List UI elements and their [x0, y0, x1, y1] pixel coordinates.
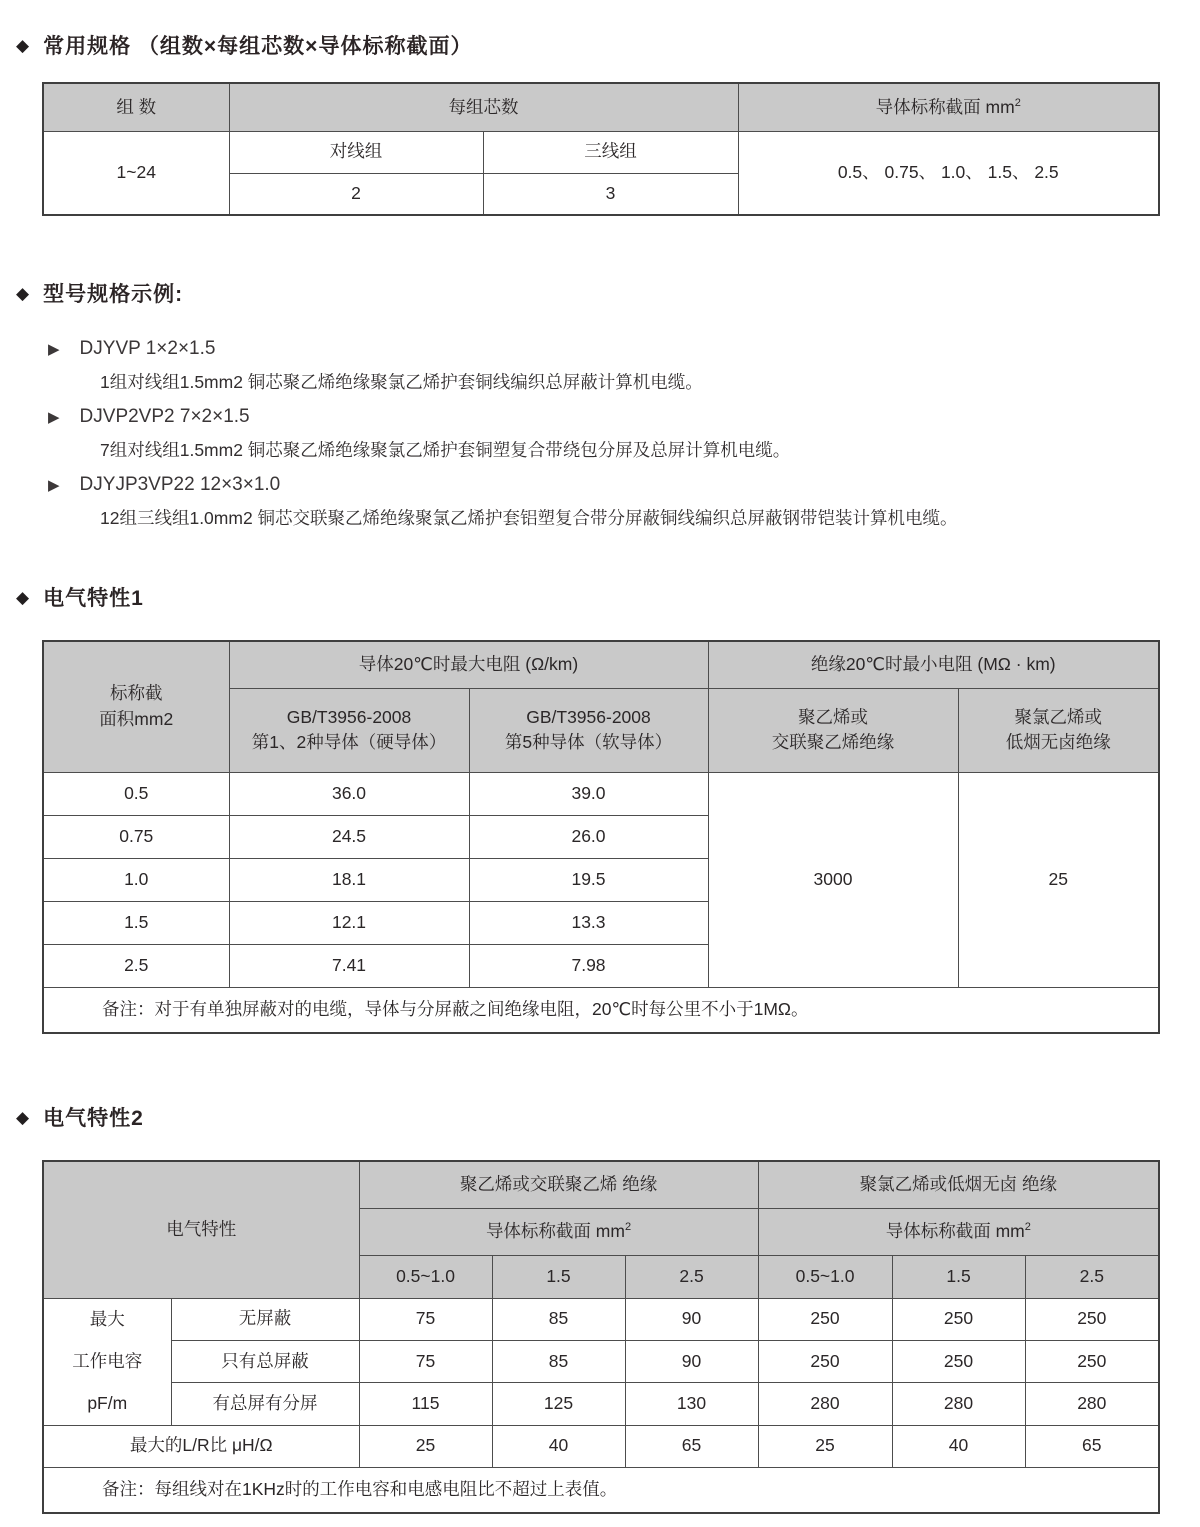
cell-value: 250: [758, 1298, 892, 1340]
header-size: 1.5: [892, 1255, 1025, 1298]
header-gb-hard-conductor: GB/T3956-2008 第1、2种导体（硬导体）: [229, 688, 469, 772]
cell-pair-label: 对线组: [229, 131, 483, 173]
arrow-icon: ▶: [48, 476, 60, 494]
cell-pair-count: 2: [229, 173, 483, 215]
electrical-1-table: [42, 640, 1160, 1034]
model-code: DJYVP 1×2×1.5: [79, 338, 216, 359]
diamond-icon: ◆: [16, 1107, 31, 1127]
list-item: [0, 338, 1200, 394]
header-pvc-insulation: 聚氯乙烯或 低烟无卤绝缘: [958, 688, 1159, 772]
section-title-common-specs: [16, 30, 1200, 60]
cell-value: 250: [1025, 1298, 1159, 1340]
cell-value: 65: [625, 1425, 758, 1467]
electrical-2-table: [42, 1160, 1160, 1514]
cell-value: 250: [892, 1340, 1025, 1382]
header-size: 0.5~1.0: [758, 1255, 892, 1298]
cell-value: 65: [1025, 1425, 1159, 1467]
cell-group-range: 1~24: [43, 131, 229, 215]
diamond-icon: ◆: [16, 35, 31, 55]
header-size: 2.5: [625, 1255, 758, 1298]
header-cores-per-group: 每组芯数: [229, 83, 738, 131]
header-size: 1.5: [492, 1255, 625, 1298]
header-size: 2.5: [1025, 1255, 1159, 1298]
cell-value: 130: [625, 1383, 758, 1425]
arrow-icon: ▶: [48, 408, 60, 426]
table-row: [43, 1340, 1159, 1382]
cell-value: 85: [492, 1298, 625, 1340]
cell-value: 280: [892, 1383, 1025, 1425]
section-title-electrical-2: [16, 1102, 1200, 1132]
cell-value: 280: [1025, 1383, 1159, 1425]
cell-value: 280: [758, 1383, 892, 1425]
model-description: 7组对线组1.5mm2 铜芯聚乙烯绝缘聚氯乙烯护套铜塑复合带绕包分屏及总屏计算机电缆。: [100, 440, 791, 460]
cell-hard-resistance: 24.5: [229, 815, 469, 858]
section-title-model-examples: [16, 278, 1200, 308]
cell-lr-ratio-label: 最大的L/R比 μH/Ω: [43, 1425, 359, 1467]
section-title-text: 电气特性1: [43, 587, 144, 610]
cell-value: 250: [1025, 1340, 1159, 1382]
cell-value: 125: [492, 1383, 625, 1425]
cell-hard-resistance: 36.0: [229, 772, 469, 815]
header-pe-insulation: 聚乙烯或 交联聚乙烯绝缘: [708, 688, 958, 772]
header-nominal-section: 导体标称截面 $mm^2$: [738, 83, 1159, 131]
table-row: [43, 1298, 1159, 1340]
header-size: 0.5~1.0: [359, 1255, 492, 1298]
cell-value: 25: [359, 1425, 492, 1467]
cell-value: 40: [492, 1425, 625, 1467]
cell-capacitance-group-label: 最大 工作电容 pF/m: [43, 1298, 171, 1425]
cell-soft-resistance: 26.0: [469, 815, 708, 858]
diamond-icon: ◆: [16, 283, 31, 303]
header-pvc-insulation-group: 聚氯乙烯或低烟无卤 绝缘: [758, 1161, 1159, 1208]
cell-triple-count: 3: [483, 173, 738, 215]
cell-value: 90: [625, 1340, 758, 1382]
header-nominal-area: 标称截 面积mm2: [43, 641, 229, 772]
table-row: [43, 772, 1159, 815]
model-description: 12组三线组1.0mm2 铜芯交联聚乙烯绝缘聚氯乙烯护套铝塑复合带分屏蔽铜线编织总屏蔽钢带铠装计算机电缆。: [100, 508, 958, 528]
cell-hard-resistance: 12.1: [229, 901, 469, 944]
header-nominal-section-pe: 导体标称截面 $mm^2$: [359, 1208, 758, 1255]
header-pe-insulation-group: 聚乙烯或交联聚乙烯 绝缘: [359, 1161, 758, 1208]
cell-area: 1.5: [43, 901, 229, 944]
cell-area: 2.5: [43, 944, 229, 987]
section-title-text: 常用规格 （组数×每组芯数×导体标称截面）: [43, 35, 473, 58]
cell-shield-type: 无屏蔽: [171, 1298, 359, 1340]
diamond-icon: ◆: [16, 587, 31, 607]
header-gb-soft-conductor: GB/T3956-2008 第5种导体（软导体）: [469, 688, 708, 772]
model-code: DJVP2VP2 7×2×1.5: [79, 406, 250, 427]
header-electrical-property: 电气特性: [43, 1161, 359, 1298]
cell-hard-resistance: 18.1: [229, 858, 469, 901]
header-nominal-section-pvc: 导体标称截面 $mm^2$: [758, 1208, 1159, 1255]
cell-soft-resistance: 39.0: [469, 772, 708, 815]
model-description: 1组对线组1.5mm2 铜芯聚乙烯绝缘聚氯乙烯护套铜线编织总屏蔽计算机电缆。: [100, 372, 703, 392]
cell-soft-resistance: 7.98: [469, 944, 708, 987]
cell-value: 115: [359, 1383, 492, 1425]
header-group-count: 组 数: [43, 83, 229, 131]
table-row: [43, 1383, 1159, 1425]
table-row: [43, 1425, 1159, 1467]
list-item: [0, 406, 1200, 462]
cell-pe-min-resistance: 3000: [708, 772, 958, 987]
list-item: [0, 474, 1200, 530]
model-code: DJYJP3VP22 12×3×1.0: [79, 474, 281, 495]
section-title-electrical-1: [16, 582, 1200, 612]
common-specs-table: [42, 82, 1160, 216]
table-note: 备注：对于有单独屏蔽对的电缆，导体与分屏蔽之间绝缘电阻，20℃时每公里不小于1MΩ。: [43, 987, 1159, 1033]
cell-value: 75: [359, 1298, 492, 1340]
cell-value: 25: [758, 1425, 892, 1467]
cell-soft-resistance: 19.5: [469, 858, 708, 901]
cell-value: 85: [492, 1340, 625, 1382]
cell-area: 0.5: [43, 772, 229, 815]
arrow-icon: ▶: [48, 340, 60, 358]
cell-shield-type: 只有总屏蔽: [171, 1340, 359, 1382]
cell-value: 90: [625, 1298, 758, 1340]
cell-soft-resistance: 13.3: [469, 901, 708, 944]
cell-pvc-min-resistance: 25: [958, 772, 1159, 987]
model-examples-list: [0, 338, 1200, 530]
cell-section-values: 0.5、 0.75、 1.0、 1.5、 2.5: [738, 131, 1159, 215]
table-note: 备注：每组线对在1KHz时的工作电容和电感电阻比不超过上表值。: [43, 1467, 1159, 1513]
cell-value: 250: [892, 1298, 1025, 1340]
cell-value: 75: [359, 1340, 492, 1382]
cell-area: 0.75: [43, 815, 229, 858]
cell-value: 40: [892, 1425, 1025, 1467]
cell-shield-type: 有总屏有分屏: [171, 1383, 359, 1425]
cell-hard-resistance: 7.41: [229, 944, 469, 987]
cell-triple-label: 三线组: [483, 131, 738, 173]
cell-area: 1.0: [43, 858, 229, 901]
cell-value: 250: [758, 1340, 892, 1382]
section-title-text: 电气特性2: [43, 1107, 144, 1130]
header-conductor-max-resistance: 导体20℃时最大电阻 (Ω/km): [229, 641, 708, 688]
section-title-text: 型号规格示例:: [43, 283, 184, 306]
header-insulation-min-resistance: 绝缘20℃时最小电阻 (MΩ · km): [708, 641, 1159, 688]
